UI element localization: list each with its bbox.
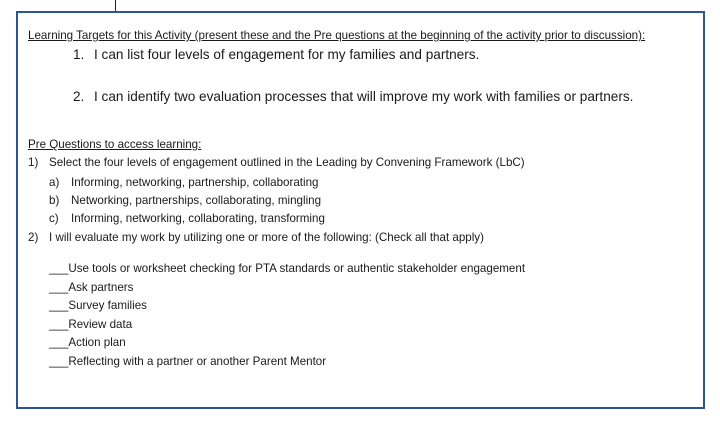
question-1-number: 1) xyxy=(28,156,39,169)
checklist-item[interactable]: ___Action plan xyxy=(49,336,126,349)
learning-targets-heading: Learning Targets for this Activity (present these and the Pre questions at the beginning of the activity prior to discussion): xyxy=(28,29,646,42)
target-2-text: I can identify two evaluation processes that will improve my work with families or partners. xyxy=(94,89,634,104)
question-1-text: Select the four levels of engagement outlined in the Leading by Convening Framework (LbC) xyxy=(49,156,525,169)
option-b-letter: b) xyxy=(49,194,60,207)
pre-questions-heading: Pre Questions to access learning: xyxy=(28,138,202,151)
checklist-item[interactable]: ___Survey families xyxy=(49,299,147,312)
target-1-number: 1. xyxy=(73,47,85,62)
option-c-text: Informing, networking, collaborating, transforming xyxy=(71,212,325,225)
option-a-text: Informing, networking, partnership, collaborating xyxy=(71,176,319,189)
checklist-item[interactable]: ___Ask partners xyxy=(49,281,134,294)
target-1-text: I can list four levels of engagement for my families and partners. xyxy=(94,47,480,62)
question-2-number: 2) xyxy=(28,231,39,244)
option-b-text: Networking, partnerships, collaborating, mingling xyxy=(71,194,322,207)
target-2-number: 2. xyxy=(73,89,85,104)
checklist-item[interactable]: ___Review data xyxy=(49,318,133,331)
checklist-item[interactable]: ___Reflecting with a partner or another Parent Mentor xyxy=(49,355,327,368)
question-2-text: I will evaluate my work by utilizing one or more of the following: (Check all that apply) xyxy=(49,231,484,244)
option-a-letter: a) xyxy=(49,176,60,189)
activity-box xyxy=(16,11,705,409)
option-c-letter: c) xyxy=(49,212,59,225)
checklist-item[interactable]: ___Use tools or worksheet checking for PTA standards or authentic stakeholder engagement xyxy=(49,262,526,275)
